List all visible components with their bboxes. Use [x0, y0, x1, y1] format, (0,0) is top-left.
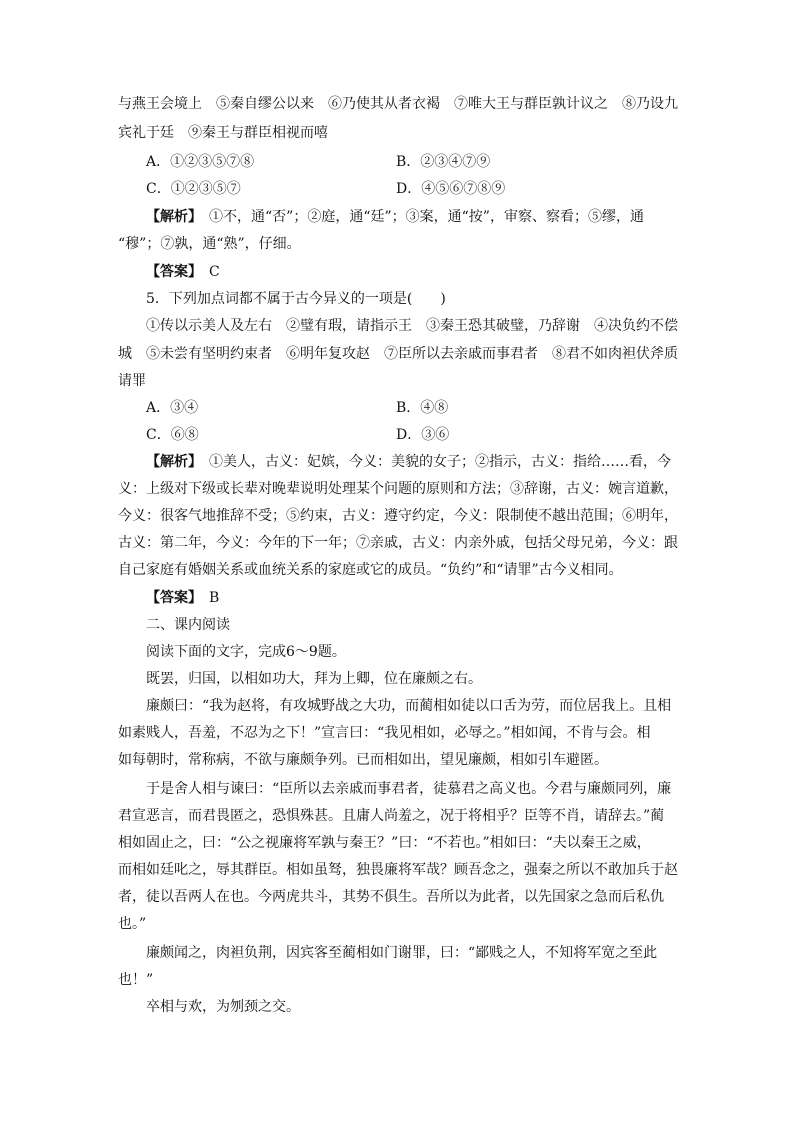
q4-answer-value: C	[195, 264, 220, 280]
passage-paragraph-4-line-2: 也！”	[118, 972, 154, 988]
passage-paragraph-2-line-2: 如素贱人，吾羞，不忍为之下！”宣言曰：“我见相如，必辱之。”相如闻，不肯与会。相	[118, 725, 651, 741]
q5-option-d: D．③⑥	[396, 427, 450, 443]
q4-option-d: D．④⑤⑥⑦⑧⑨	[396, 181, 506, 197]
q4-answer-tag: 【答案】	[146, 264, 195, 280]
q4-option-a: A．①②③⑤⑦⑧	[146, 154, 255, 170]
q4-analysis-line-2: “穆”；⑦孰，通“熟”，仔细。	[118, 236, 301, 252]
passage-paragraph-3-line-2: 君宣恶言，而君畏匿之，恐惧殊甚。且庸人尚羞之，况于将相乎？臣等不肖，请辞去。”蔺	[118, 808, 665, 824]
q5-analysis-line-4: 古义：第二年，今义：今年的下一年；⑦亲戚，古义：内亲外戚，包括父母兄弟，今义：跟	[118, 535, 678, 551]
q4-answer-line	[146, 263, 706, 281]
q5-stem: 5．下列加点词都不属于古今异义的一项是( )	[146, 291, 446, 307]
passage-paragraph-3-line-4: 而相如廷叱之，辱其群臣。相如虽驽，独畏廉将军哉？顾吾念之，强秦之所以不敢加兵于赵	[118, 862, 678, 878]
q5-answer-value: B	[195, 590, 220, 606]
q4-option-b: B．②③④⑦⑨	[396, 154, 491, 170]
passage-paragraph-3-line-1: 于是舍人相与谏曰：“臣所以去亲戚而事君者，徒慕君之高义也。今君与廉颇同列，廉	[146, 781, 672, 797]
passage-paragraph-3-line-3: 相如固止之，曰：“公之视廉将军孰与秦王？”曰：“不若也。”相如曰：“夫以秦王之威，	[118, 835, 651, 851]
passage-paragraph-2-line-3: 如每朝时，常称病，不欲与廉颇争列。已而相如出，望见廉颇，相如引车避匿。	[118, 752, 608, 768]
reading-instruction: 阅读下面的文字，完成6～9题。	[146, 644, 346, 660]
q5-analysis-line-3: 今义：很客气地推辞不受；⑤约束，古义：遵守约定，今义：限制使不越出范围；⑥明年，	[118, 508, 678, 524]
passage-paragraph-3-line-5: 者，徒以吾两人在也。今两虎共斗，其势不俱生。吾所以为此者，以先国家之急而后私仇	[118, 889, 664, 905]
passage-paragraph-3-line-6: 也。”	[118, 916, 147, 932]
q5-option-b: B．④⑧	[396, 400, 449, 416]
passage-paragraph-1: 既罢，归国，以相如功大，拜为上卿，位在廉颇之右。	[146, 671, 482, 687]
q4-analysis-tag: 【解析】	[146, 209, 195, 225]
q5-items-line-2: 城 ⑤未尝有坚明约束者 ⑥明年复攻赵 ⑦臣所以去亲戚而事君者 ⑧君不如肉袒伏斧质	[118, 346, 678, 362]
passage-paragraph-4-line-1: 廉颇闻之，肉袒负荆，因宾客至蔺相如门谢罪，曰：“鄙贱之人，不知将军宽之至此	[146, 945, 658, 961]
section-heading: 二、课内阅读	[146, 617, 230, 633]
q5-analysis-tag: 【解析】	[146, 454, 195, 470]
q4-analysis-line-1	[146, 208, 678, 226]
q4-items-line-2: 宾礼于廷 ⑨秦王与群臣相视而嘻	[118, 125, 328, 141]
q4-option-c: C．①②③⑤⑦	[146, 181, 241, 197]
q5-option-c: C．⑥⑧	[146, 427, 199, 443]
q5-analysis-line-1	[146, 453, 678, 471]
q5-items-line-3: 请罪	[118, 373, 146, 389]
q5-analysis-line-2: 义：上级对下级或长辈对晚辈说明处理某个问题的原则和方法；③辞谢，古义：婉言道歉，	[118, 481, 678, 497]
q5-analysis-text-1: ①美人，古义：妃嫔，今义：美貌的女子；②指示，古义：指给……看，今	[195, 454, 671, 470]
q5-option-a: A．③④	[146, 400, 199, 416]
q4-items-line-1: 与燕王会境上 ⑤秦自缪公以来 ⑥乃使其从者衣褐 ⑦唯大王与群臣孰计议之 ⑧乃设九	[118, 96, 678, 112]
q5-items-line-1: ①传以示美人及左右 ②璧有瑕，请指示王 ③秦王恐其破璧，乃辞谢 ④决负约不偿	[146, 318, 678, 334]
q5-answer-line	[146, 589, 706, 607]
q4-analysis-text-1: ①不，通“否”；②庭，通“廷”；③案，通“按”，审察、察看；⑤缪，通	[195, 209, 644, 225]
passage-paragraph-2-line-1: 廉颇曰：“我为赵将，有攻城野战之大功，而蔺相如徒以口舌为劳，而位居我上。且相	[146, 698, 672, 714]
q5-answer-tag: 【答案】	[146, 590, 195, 606]
q5-analysis-line-5: 自己家庭有婚姻关系或血统关系的家庭或它的成员。“负约”和“请罪”古今义相同。	[118, 562, 623, 578]
passage-paragraph-5: 卒相与欢，为刎颈之交。	[146, 999, 300, 1015]
